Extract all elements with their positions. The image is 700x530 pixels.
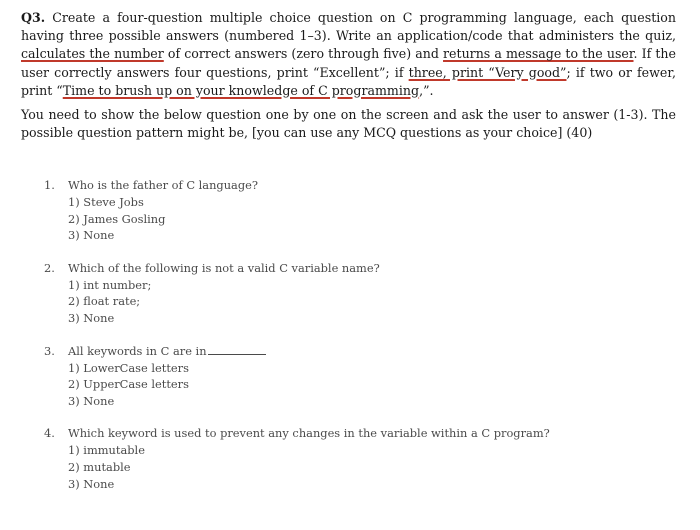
underlined-phrase-calculates: calculates the number xyxy=(21,46,164,62)
question-heading xyxy=(44,260,664,277)
list-item xyxy=(44,260,664,327)
question-heading xyxy=(44,425,664,442)
list-item xyxy=(44,425,664,492)
answer-option: 1) int number; xyxy=(68,277,152,292)
answer-option: 2) float rate; xyxy=(68,294,141,309)
question-heading xyxy=(44,177,664,194)
underlined-phrase-returns-message: returns a message to the user xyxy=(443,46,634,62)
instruction-paragraph: You need to show the below question one by one on the screen and ask the user to answer (1-3). The possible question pattern might be, [you can use any MCQ questions as your choice] (40) xyxy=(21,107,676,141)
question-index: 4. xyxy=(44,426,55,441)
question-text: All keywords in C are in xyxy=(68,343,207,358)
question-list xyxy=(44,177,664,508)
task-text-5: ,”. xyxy=(419,82,434,98)
question-index: 3. xyxy=(44,343,55,358)
answer-option: 3) None xyxy=(68,393,115,408)
question-text-wrap xyxy=(68,343,266,360)
task-paragraph xyxy=(21,9,676,100)
task-text-1: Create a four-question multiple choice question on C programming language, each question having three possible answers (numbered 1–3). Write an application/code that administers the quiz, xyxy=(21,10,676,44)
answer-option: 3) None xyxy=(68,228,115,243)
question-text: Which of the following is not a valid C variable name? xyxy=(68,260,380,275)
question-text: Which keyword is used to prevent any changes in the variable within a C program? xyxy=(68,426,550,441)
question-index: 2. xyxy=(44,260,55,275)
answer-option: 2) James Gosling xyxy=(68,211,166,226)
underlined-phrase-brush-up: Time to brush up on your knowledge of C programming xyxy=(62,82,420,98)
answer-option: 2) UpperCase letters xyxy=(68,377,189,392)
answer-option: 1) Steve Jobs xyxy=(68,195,144,209)
underlined-phrase-very-good: three, print “Very good” xyxy=(408,64,567,80)
answer-option: 3) None xyxy=(68,476,115,491)
question-text: Who is the father of C language? xyxy=(68,178,258,192)
list-item xyxy=(44,343,664,410)
task-text-2: of correct answers (zero through five) and xyxy=(163,46,444,62)
answer-option: 2) mutable xyxy=(68,459,131,474)
question-number: Q3. xyxy=(21,10,46,25)
question-heading xyxy=(44,343,664,360)
answer-option: 1) immutable xyxy=(68,443,145,458)
answer-option: 1) LowerCase letters xyxy=(68,360,189,375)
answer-option: 3) None xyxy=(68,310,115,325)
fill-in-blank-line xyxy=(208,344,266,355)
task-text-4: ; if two or fewer, print “ xyxy=(21,64,676,98)
question-index: 1. xyxy=(44,178,55,192)
task-text-3: . If the user correctly answers four questions, print “Excellent”; if xyxy=(21,46,676,80)
list-item xyxy=(44,177,664,244)
